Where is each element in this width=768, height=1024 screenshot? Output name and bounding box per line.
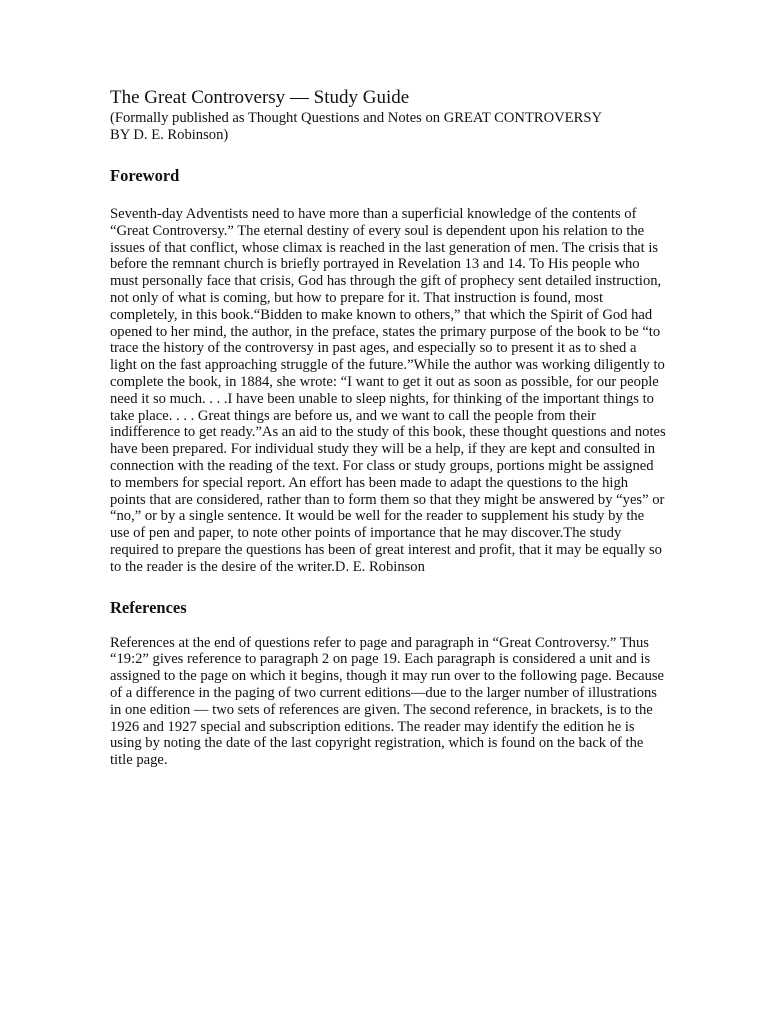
foreword-heading: Foreword: [110, 166, 180, 185]
document-page: [110, 86, 666, 769]
references-heading: References: [110, 597, 187, 617]
document-subtitle: (Formally published as Thought Questions and Notes on GREAT CONTROVERSY BY D. E. Robinson): [110, 110, 602, 143]
references-paragraph: References at the end of questions refer to page and paragraph in “Great Controversy.” Thus “19:2” gives reference to paragraph 2 on page 19. Each paragraph is considered a unit and is assigned to the page on which it begins, though it may run over to the following page. Because of a difference in the paging of two current editions—due to the larger number of illustrations in one edition — two sets of references are given. The second reference, in brackets, is to the 1926 and 1927 special and subscription editions. The reader may identify the edition he is using by noting the date of the last copyright registration, which is found on the back of the title page.: [110, 634, 665, 769]
foreword-paragraph: Seventh-day Adventists need to have more than a superficial knowledge of the contents of “Great Controversy.” The eternal destiny of every soul is dependent upon his relation to the issues of that conflict, whose climax is reached in the last generation of men. The crisis that is before the remnant church is briefly portrayed in Revelation 13 and 14. To His people who must personally face that crisis, God has through the gift of prophecy sent detailed instruction, not only of what is coming, but how to prepare for it. That instruction is found, most completely, in this book.“Bidden to make known to others,” that which the Spirit of God had opened to her mind, the author, in the preface, states the primary purpose of the book to be “to trace the history of the controversy in past ages, and especially so to present it as to shed a light on the fast approaching struggle of the future.”While the author was working diligently to complete the book, in 1884, she wrote: “I want to get it out as soon as possible, for our people need it so much. . . .I have been unable to sleep nights, for thinking of the important things to take place. . . . Great things are before us, and we want to call the people from their indifference to get ready.”As an aid to the study of this book, these thought questions and notes have been prepared. For individual study they will be a help, if they are kept and consulted in connection with the reading of the text. For class or study groups, portions might be assigned to members for special report. An effort has been made to adapt the questions to the high points that are considered, rather than to form them so that they might be answered by “yes” or “no,” or by a single sentence. It would be well for the reader to supplement his study by the use of pen and paper, to note other points of importance that he may discover.The study required to prepare the questions has been of great interest and profit, that it may be equally so to the reader is the desire of the writer.D. E. Robinson: [110, 206, 666, 575]
document-title: The Great Controversy — Study Guide: [110, 87, 410, 108]
